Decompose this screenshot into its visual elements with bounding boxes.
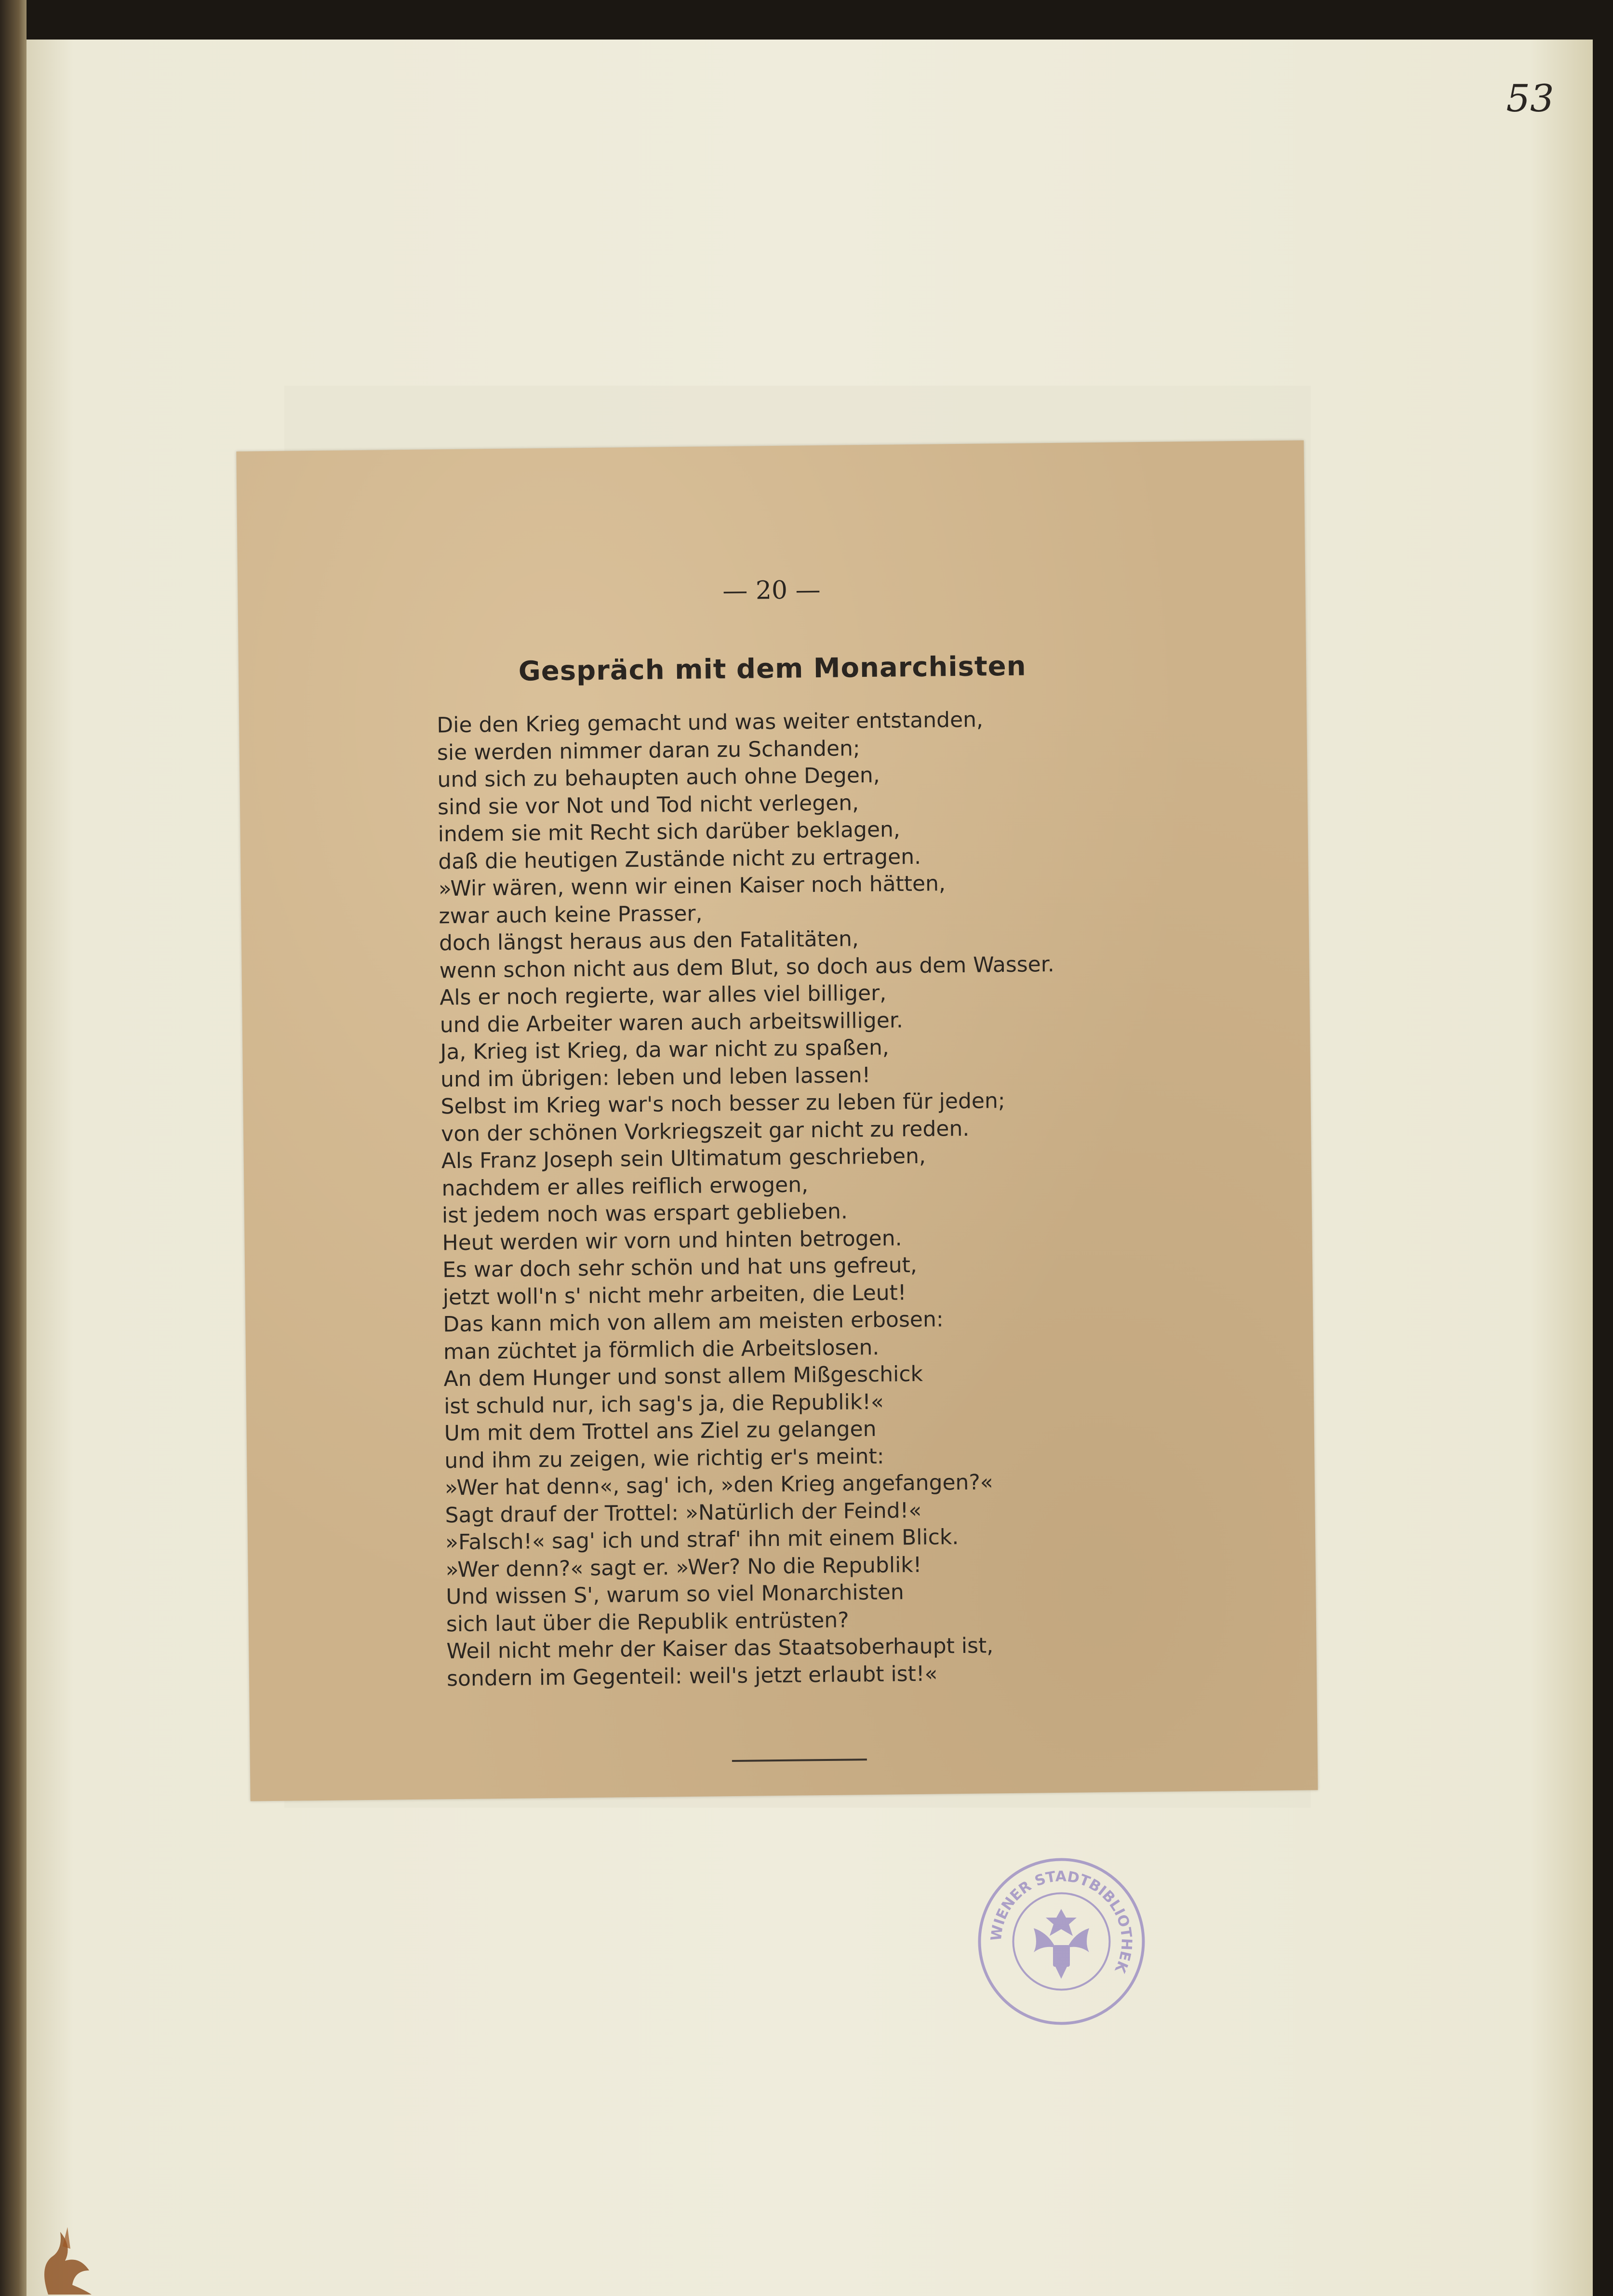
poem-line: und die Arbeiter waren auch arbeitswilliger. [440, 1007, 904, 1037]
poem-line: ist schuld nur, ich sag's ja, die Republik!« [443, 1389, 884, 1419]
poem-line: Um mit dem Trottel ans Ziel zu gelangen [444, 1416, 877, 1446]
poem-text [437, 705, 1170, 1693]
poem-line: Selbst im Krieg war's noch besser zu leben für jeden; [440, 1088, 1005, 1119]
poem-line: Sagt drauf der Trottel: »Natürlich der Feind!« [445, 1498, 922, 1528]
poem-line: und ihm zu zeigen, wie richtig er's meint: [444, 1444, 884, 1473]
poem-line: Als Franz Joseph sein Ultimatum geschrieben, [441, 1143, 926, 1174]
eagle-crest-icon [1034, 1909, 1089, 1979]
poem-title: Gespräch mit dem Monarchisten [518, 650, 1026, 687]
clipping-page-number: — 20 — [722, 575, 821, 606]
poem-line: wenn schon nicht aus dem Blut, so doch aus dem Wasser. [439, 952, 1055, 983]
end-rule [732, 1759, 867, 1762]
poem-line: man züchtet ja förmlich die Arbeitslosen. [443, 1335, 880, 1364]
poem-line: jetzt woll'n s' nicht mehr arbeiten, die Leut! [442, 1280, 906, 1310]
poem-line: »Wir wären, wenn wir einen Kaiser noch hätten, [438, 871, 946, 901]
poem-line: Das kann mich von allem am meisten erbosen: [443, 1307, 944, 1337]
stain-mark [29, 2179, 125, 2296]
library-stamp [976, 1856, 1147, 2027]
poem-line: zwar auch keine Prasser, [439, 901, 703, 928]
poem-line: Und wissen S', warum so viel Monarchisten [446, 1580, 904, 1610]
poem-line: und im übrigen: leben und leben lassen! [440, 1062, 871, 1092]
poem-line: indem sie mit Recht sich darüber beklagen, [438, 817, 901, 847]
poem-line: »Wer denn?« sagt er. »Wer? No die Republik! [445, 1552, 922, 1582]
poem-line: An dem Hunger und sonst allem Mißgeschick [443, 1361, 923, 1392]
folio-number: 53 [1506, 77, 1554, 121]
poem-line: sondern im Gegenteil: weil's jetzt erlaubt ist!« [446, 1661, 938, 1691]
poem-line: Ja, Krieg ist Krieg, da war nicht zu spaßen, [440, 1035, 890, 1065]
poem-line: sich laut über die Republik entrüsten? [446, 1607, 849, 1637]
poem-line: sie werden nimmer daran zu Schanden; [437, 736, 860, 765]
poem-line: daß die heutigen Zustände nicht zu ertragen. [438, 844, 921, 874]
poem-line: Die den Krieg gemacht und was weiter entstanden, [437, 707, 984, 738]
poem-line: Heut werden wir vorn und hinten betrogen. [442, 1225, 902, 1255]
poem-line: Es war doch sehr schön und hat uns gefreut, [442, 1252, 918, 1283]
poem-line: ist jedem noch was erspart geblieben. [441, 1199, 848, 1228]
poem-line: von der schönen Vorkriegszeit gar nicht zu reden. [440, 1116, 970, 1146]
poem-line: »Wer hat denn«, sag' ich, »den Krieg angefangen?« [444, 1470, 993, 1501]
stamp-ring-text: WIENER STADTBIBLIOTHEK [987, 1868, 1135, 1975]
poem-line: Weil nicht mehr der Kaiser das Staatsoberhaupt ist, [446, 1633, 994, 1664]
poem-line: nachdem er alles reiflich erwogen, [441, 1172, 809, 1201]
newspaper-clipping [236, 440, 1318, 1801]
poem-line: und sich zu behaupten auch ohne Degen, [437, 763, 880, 792]
poem-line: sind sie vor Not und Tod nicht verlegen, [437, 790, 859, 819]
poem-line: doch längst heraus aus den Fatalitäten, [439, 926, 859, 956]
poem-line: Als er noch regierte, war alles viel billiger, [440, 980, 887, 1010]
book-spine-edge [0, 0, 27, 2296]
poem-line: »Falsch!« sag' ich und straf' ihn mit einem Blick. [445, 1525, 959, 1555]
